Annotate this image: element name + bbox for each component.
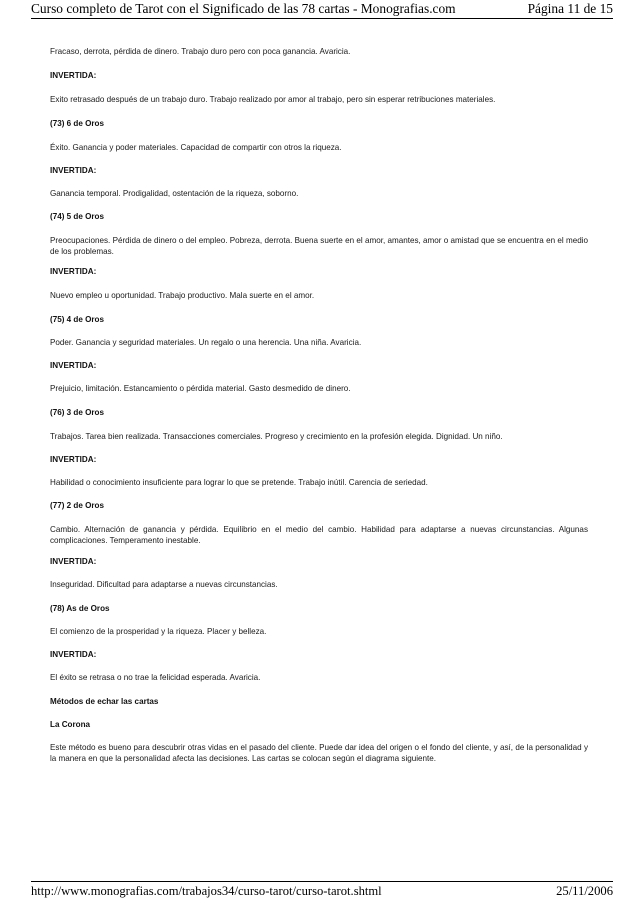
section-invertida-75 [50, 360, 588, 371]
page-number: Página 11 de 15 [527, 1, 613, 16]
paragraph-block [50, 477, 588, 488]
section-invertida-74 [50, 266, 588, 277]
section-heading: INVERTIDA: [50, 557, 97, 566]
card-heading: (78) As de Oros [50, 604, 110, 613]
page-footer [31, 881, 613, 900]
paragraph: Preocupaciones. Pérdida de dinero o del empleo. Pobreza, derrota. Buena suerte en el amor, amantes, amor o amistad que se encuentra en el medio de los problemas. [50, 236, 588, 256]
paragraph: Exito retrasado después de un trabajo duro. Trabajo realizado por amor al trabajo, pero sin esperar retribuciones materiales. [50, 95, 496, 104]
paragraph-block [50, 431, 588, 442]
section-heading: INVERTIDA: [50, 166, 97, 175]
paragraph: Inseguridad. Dificultad para adaptarse a nuevas circunstancias. [50, 580, 278, 589]
section-78 [50, 603, 588, 614]
paragraph: Cambio. Alternación de ganancia y pérdida. Equilibrio en el medio del cambio. Habilidad para adaptarse a nuevas circunstancias. Algunas complicaciones. Temperamento inestable. [50, 525, 588, 545]
paragraph: Trabajos. Tarea bien realizada. Transacciones comerciales. Progreso y crecimiento en la profesión elegida. Dignidad. Un niño. [50, 432, 503, 441]
section-76 [50, 407, 588, 418]
paragraph: Nuevo empleo u oportunidad. Trabajo productivo. Mala suerte en el amor. [50, 291, 315, 300]
paragraph-block [50, 626, 588, 637]
section-invertida-73 [50, 165, 588, 176]
section-73 [50, 118, 588, 129]
paragraph-block [50, 235, 588, 257]
section-invertida-78 [50, 649, 588, 660]
section-heading: INVERTIDA: [50, 361, 97, 370]
source-url[interactable]: http://www.monografias.com/trabajos34/curso-tarot/curso-tarot.shtml [31, 884, 382, 898]
paragraph: Ganancia temporal. Prodigalidad, ostentación de la riqueza, soborno. [50, 189, 299, 198]
paragraph-block [50, 188, 588, 199]
paragraph-block [50, 290, 588, 301]
paragraph: Habilidad o conocimiento insuficiente para lograr lo que se pretende. Trabajo inútil. Carencia de seriedad. [50, 478, 428, 487]
section-metodos [50, 696, 588, 707]
card-heading: (76) 3 de Oros [50, 408, 104, 417]
paragraph-block [50, 94, 588, 105]
paragraph-block [50, 579, 588, 590]
paragraph: Poder. Ganancia y seguridad materiales. Un regalo o una herencia. Una niña. Avaricia. [50, 338, 362, 347]
section-74 [50, 211, 588, 222]
section-77 [50, 500, 588, 511]
section-heading: INVERTIDA: [50, 455, 97, 464]
print-date: 25/11/2006 [556, 884, 613, 898]
page-header [31, 0, 613, 19]
card-heading: (77) 2 de Oros [50, 501, 104, 510]
paragraph-block [50, 524, 588, 546]
paragraph: Fracaso, derrota, pérdida de dinero. Trabajo duro pero con poca ganancia. Avaricia. [50, 47, 351, 56]
card-heading: (73) 6 de Oros [50, 119, 104, 128]
section-heading: INVERTIDA: [50, 71, 97, 80]
card-heading: (74) 5 de Oros [50, 212, 104, 221]
paragraph-block [50, 142, 588, 153]
paragraph-block [50, 383, 588, 394]
section-heading: La Corona [50, 720, 91, 729]
paragraph: El comienzo de la prosperidad y la riqueza. Placer y belleza. [50, 627, 267, 636]
paragraph: Éxito. Ganancia y poder materiales. Capacidad de compartir con otros la riqueza. [50, 143, 342, 152]
section-75 [50, 314, 588, 325]
section-invertida-72 [50, 70, 588, 81]
paragraph-block [50, 337, 588, 348]
paragraph: Prejuicio, limitación. Estancamiento o pérdida material. Gasto desmedido de dinero. [50, 384, 351, 393]
paragraph-block [50, 672, 588, 683]
section-invertida-76 [50, 454, 588, 465]
section-heading: Métodos de echar las cartas [50, 697, 159, 706]
section-heading: INVERTIDA: [50, 267, 97, 276]
section-la-corona [50, 719, 588, 730]
document-body [50, 46, 588, 57]
paragraph-block [50, 742, 588, 764]
section-invertida-77 [50, 556, 588, 567]
card-heading: (75) 4 de Oros [50, 315, 104, 324]
paragraph: Este método es bueno para descubrir otras vidas en el pasado del cliente. Puede dar idea del origen o el fondo del cliente, y así, de la personalidad y la manera en que la personalidad afecta las decisiones. Las cartas se colocan según el diagrama siguiente. [50, 743, 588, 763]
document-title: Curso completo de Tarot con el Significado de las 78 cartas - Monografias.com [31, 1, 456, 16]
section-heading: INVERTIDA: [50, 650, 97, 659]
paragraph: El éxito se retrasa o no trae la felicidad esperada. Avaricia. [50, 673, 261, 682]
